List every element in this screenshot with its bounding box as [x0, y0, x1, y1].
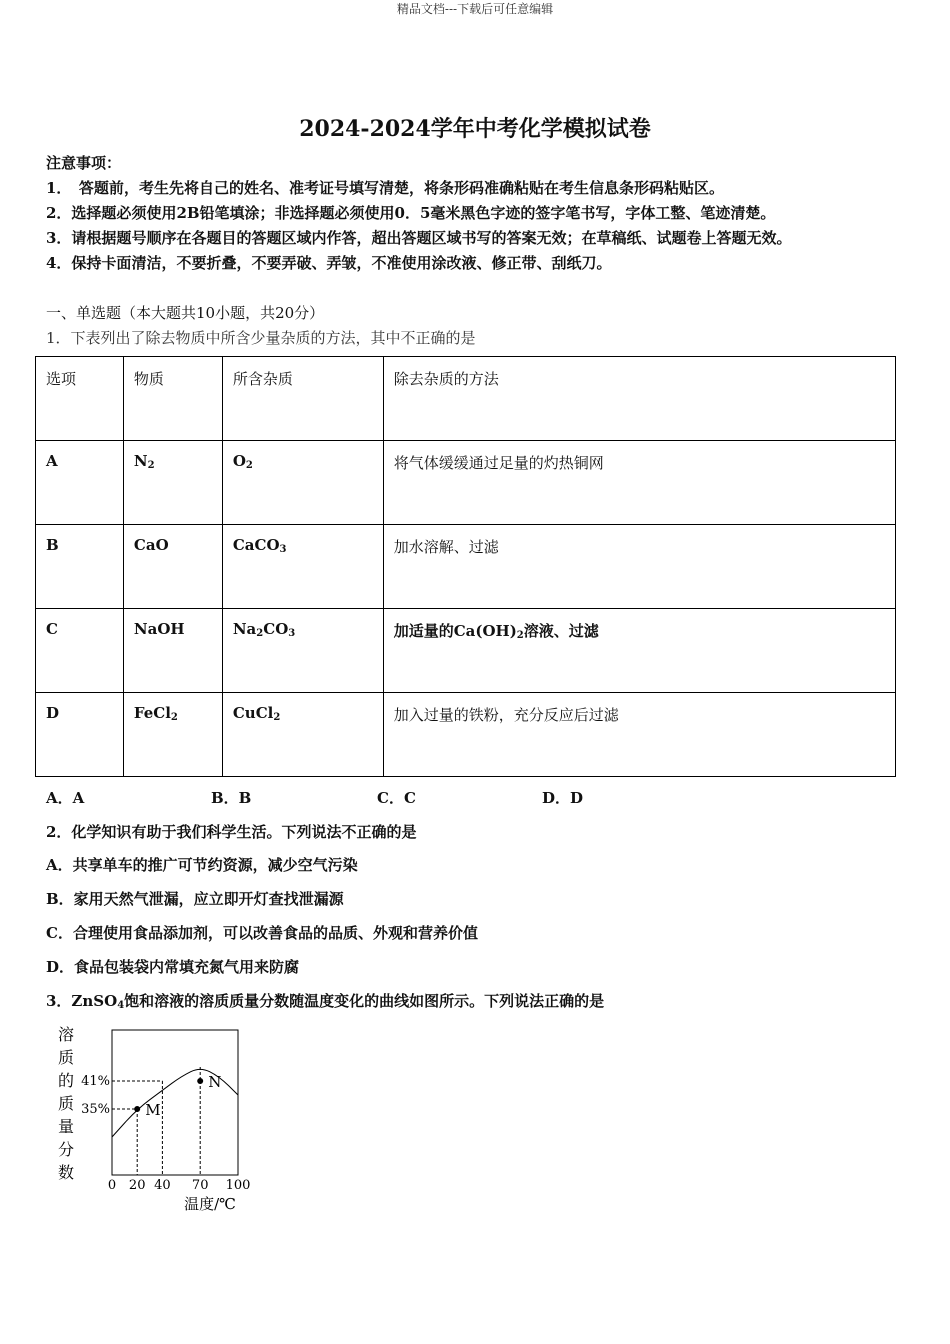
table-row: [36, 609, 896, 693]
impurity-table: [35, 356, 896, 777]
page-title: 2024-2024学年中考化学模拟试卷: [299, 116, 651, 142]
x-tick-label: 40: [154, 1178, 171, 1193]
row-option: B: [36, 525, 124, 609]
header-impurity: 所含杂质: [222, 357, 383, 441]
row-option: C: [36, 609, 124, 693]
row-option: D: [36, 693, 124, 777]
question-2-option-a[interactable]: A．共享单车的推广可节约资源，减少空气污染: [46, 856, 358, 874]
table-row: [36, 525, 896, 609]
table-row: [36, 441, 896, 525]
question-1-stem: 1．下表列出了除去物质中所含少量杂质的方法，其中不正确的是: [46, 329, 476, 347]
question-2-stem: 2．化学知识有助于我们科学生活。下列说法不正确的是: [46, 823, 417, 841]
row-method: 加水溶解、过滤: [383, 525, 895, 609]
y-axis-label-char: 量: [57, 1117, 75, 1136]
point-m: [134, 1106, 140, 1112]
y-tick-label: 41%: [81, 1074, 110, 1089]
row-impurity: $Na_2CO_3$: [222, 609, 383, 693]
answer-option-a[interactable]: A．A: [46, 789, 85, 807]
header-method: 除去杂质的方法: [383, 357, 895, 441]
point-label-m: M: [145, 1101, 161, 1119]
row-impurity: CuCl$_2$: [222, 693, 383, 777]
row-substance: $N_2$: [123, 441, 222, 525]
row-method: 将气体缓缓通过足量的灼热铜网: [383, 441, 895, 525]
row-option: A: [36, 441, 124, 525]
row-substance: CaO: [123, 525, 222, 609]
row-method: 加适量的$Ca(OH)_2$溶液、过滤: [383, 609, 895, 693]
row-substance: NaOH: [123, 609, 222, 693]
y-axis-label-char: 数: [57, 1163, 75, 1182]
x-tick-label: 100: [225, 1178, 251, 1193]
section-heading: 一、单选题（本大题共10小题，共20分）: [46, 304, 325, 322]
data-points: [134, 1073, 221, 1119]
notes-heading: 注意事项：: [46, 154, 122, 172]
x-tick-label: 0: [107, 1178, 117, 1193]
x-axis-label: 温度/℃: [184, 1195, 236, 1213]
y-axis-label-char: 的: [57, 1071, 75, 1090]
answer-option-b[interactable]: B．B: [211, 789, 252, 807]
y-axis-label: [58, 1025, 74, 1182]
question-3-stem: 3．ZnSO$_4$饱和溶液的溶质质量分数随温度变化的曲线如图所示。下列说法正确的是: [46, 992, 605, 1011]
row-method: 加入过量的铁粉，充分反应后过滤: [383, 693, 895, 777]
row-impurity: CaCO$_3$: [222, 525, 383, 609]
header-substance: 物质: [123, 357, 222, 441]
point-n: [197, 1078, 203, 1084]
header-note: 精品文档---下载后可任意编辑: [396, 2, 554, 16]
note-rule-2: 2．选择题必须使用2B铅笔填涂；非选择题必须使用0．5毫米黑色字迹的签字笔书写，字体工整、笔迹清楚。: [46, 204, 776, 222]
solubility-chart: [50, 1020, 270, 1220]
point-label-n: N: [208, 1073, 222, 1091]
table-row: [36, 693, 896, 777]
row-substance: FeCl$_2$: [123, 693, 222, 777]
plot-frame: [112, 1030, 238, 1175]
question-2-option-d[interactable]: D．食品包装袋内常填充氮气用来防腐: [46, 958, 300, 976]
x-tick-label: 20: [128, 1178, 146, 1193]
note-rule-1: 1． 答题前，考生先将自己的姓名、准考证号填写清楚，将条形码准确粘贴在考生信息条形码粘贴区。: [46, 179, 724, 197]
y-axis-label-char: 溶: [57, 1025, 75, 1044]
row-impurity: $O_2$: [222, 441, 383, 525]
note-rule-4: 4．保持卡面清洁，不要折叠，不要弄破、弄皱，不准使用涂改液、修正带、刮纸刀。: [46, 254, 612, 272]
answer-option-d[interactable]: D．D: [542, 789, 584, 807]
y-axis-label-char: 质: [57, 1094, 75, 1113]
note-rule-3: 3．请根据题号顺序在各题目的答题区域内作答，超出答题区域书写的答案无效；在草稿纸、试题卷上答题无效。: [46, 229, 792, 247]
answer-option-c[interactable]: C．C: [377, 789, 416, 807]
table-header-row: [36, 357, 896, 441]
guide-lines: [112, 1067, 200, 1175]
y-axis-label-char: 分: [57, 1140, 75, 1159]
header-option: 选项: [36, 357, 124, 441]
question-2-option-b[interactable]: B．家用天然气泄漏，应立即开灯查找泄漏源: [46, 890, 344, 908]
question-2-option-c[interactable]: C．合理使用食品添加剂，可以改善食品的品质、外观和营养价值: [46, 924, 478, 942]
x-tick-label: 70: [191, 1178, 209, 1193]
y-axis-label-char: 质: [57, 1048, 75, 1067]
y-tick-label: 35%: [81, 1102, 110, 1117]
